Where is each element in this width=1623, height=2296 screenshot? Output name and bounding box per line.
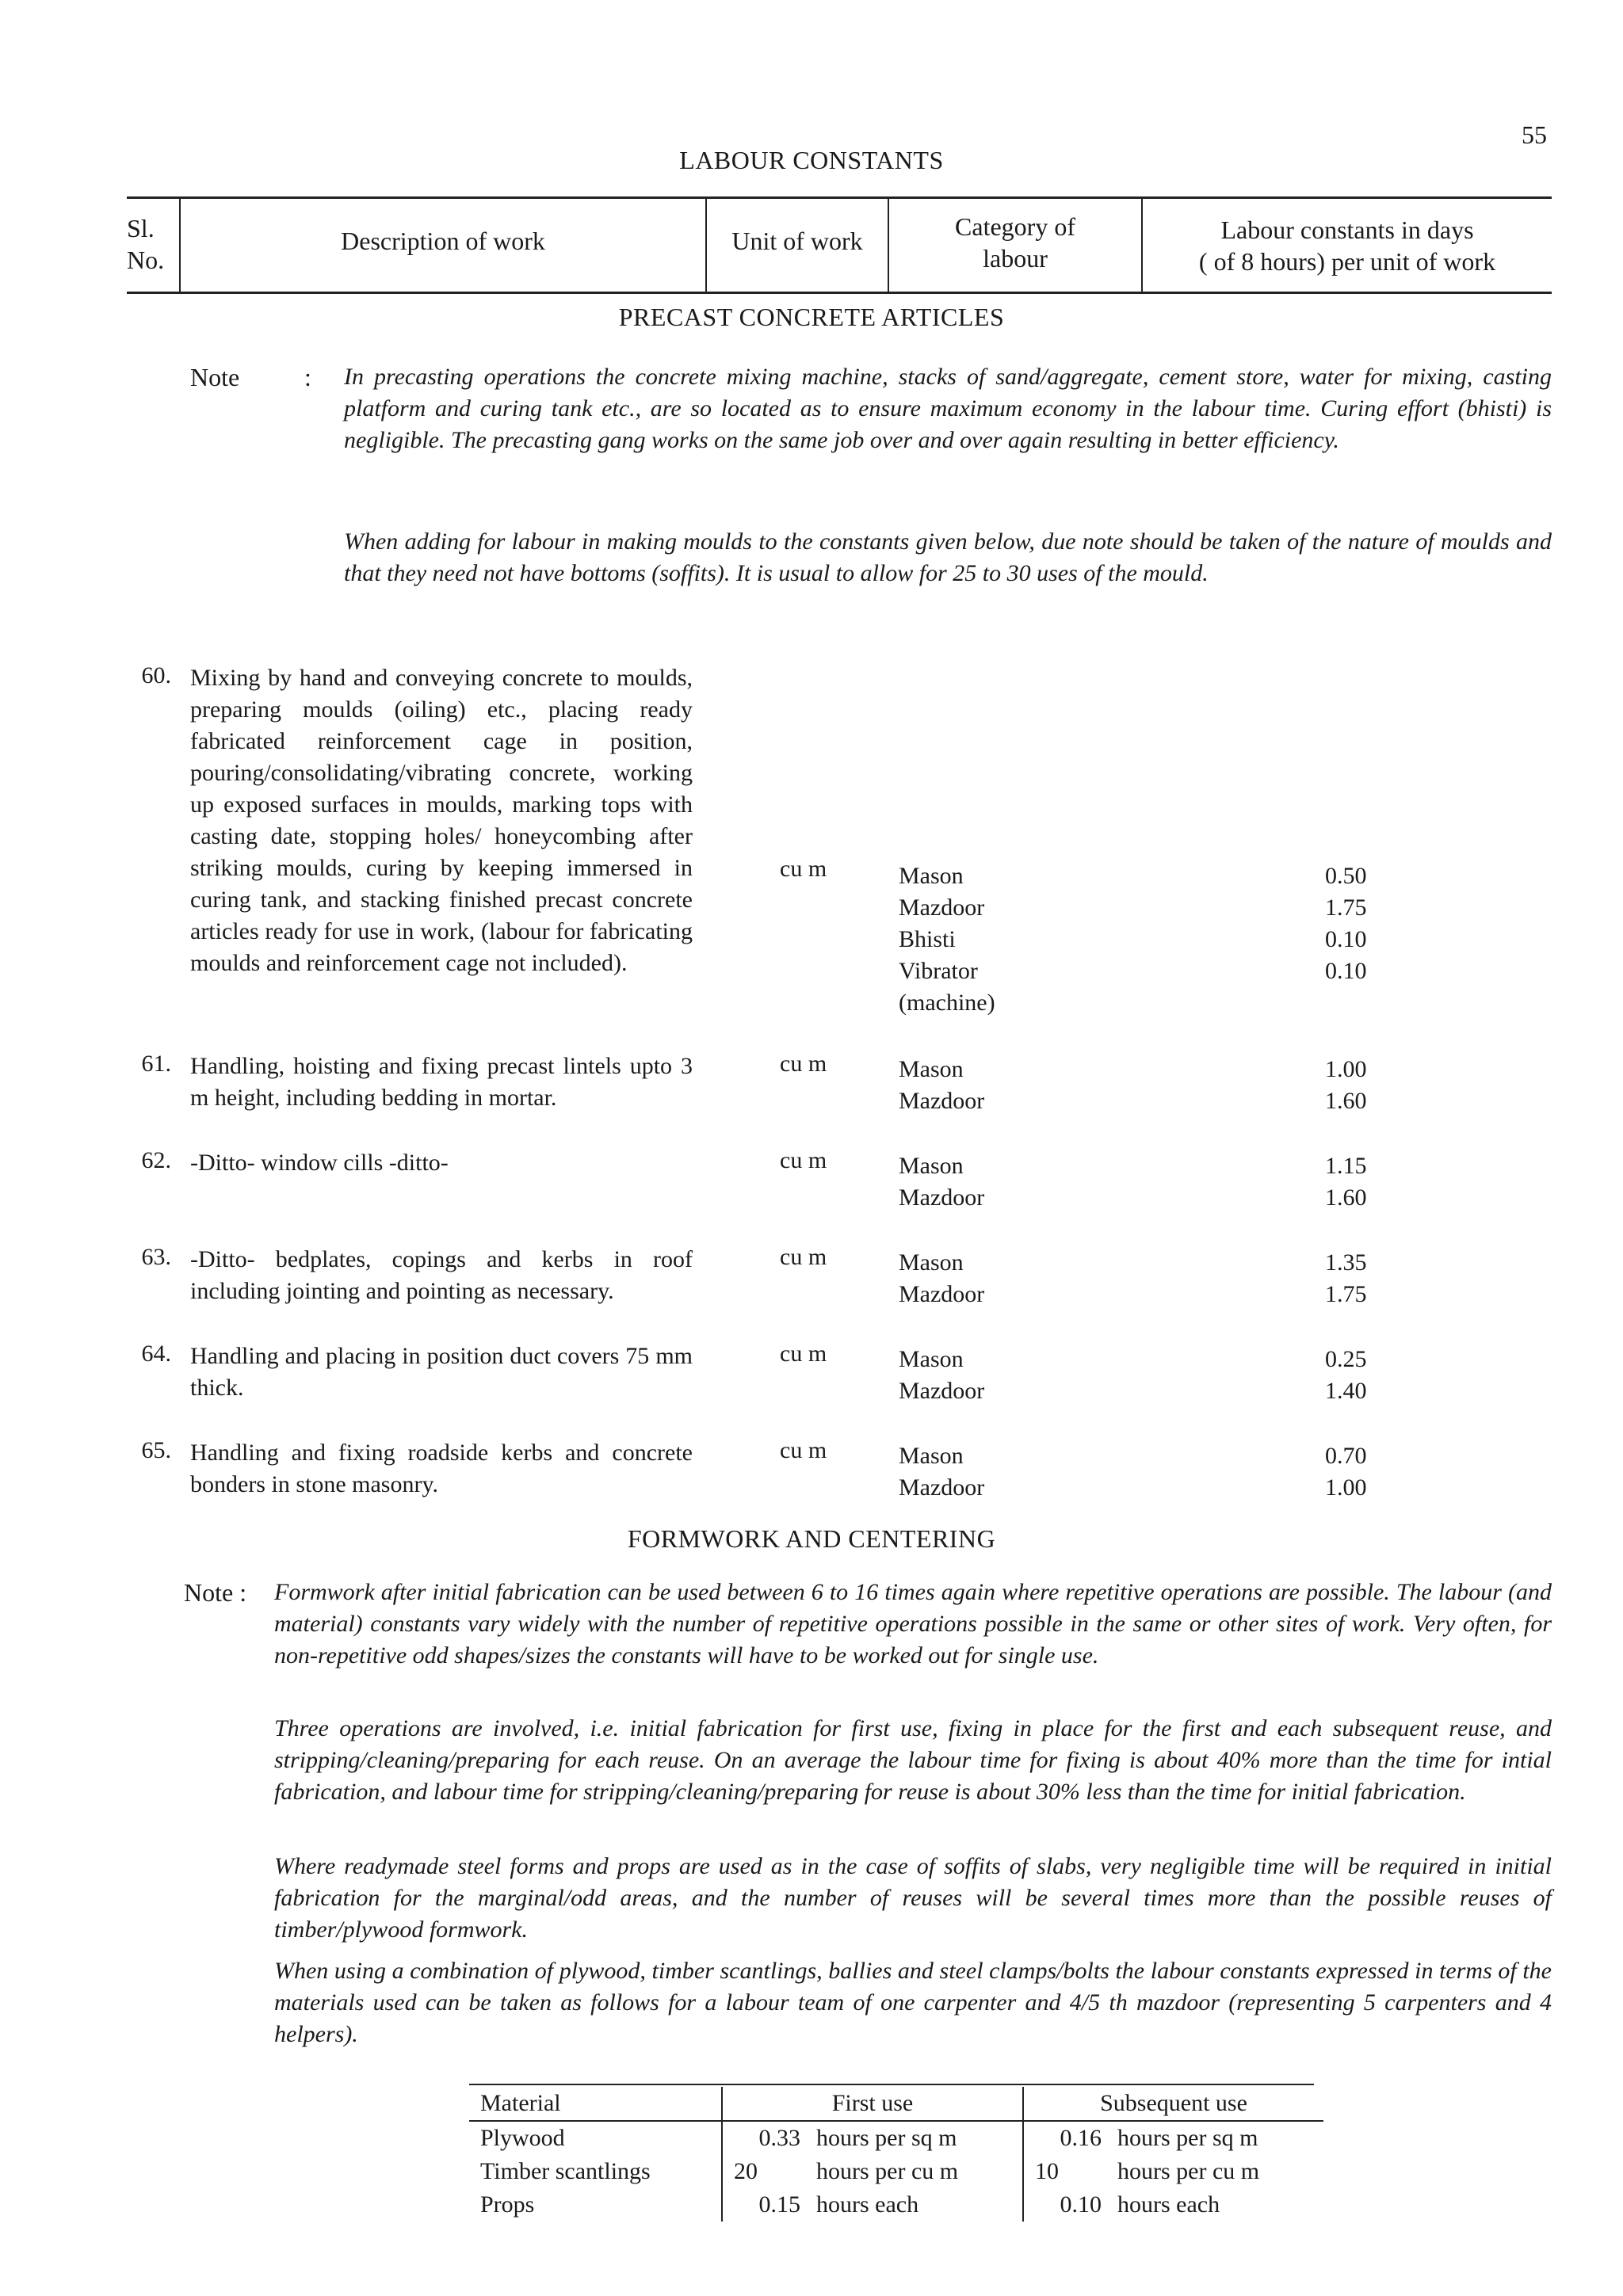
col-header-subsequent-use: Subsequent use	[1023, 2087, 1323, 2121]
material-table-wrap	[469, 2084, 1323, 2222]
labour-category: Mason	[899, 1443, 964, 1469]
subsequent-use-cell	[1023, 2188, 1323, 2222]
header-category-line2: labour	[983, 244, 1048, 273]
header-category-line1: Category of	[955, 212, 1075, 241]
note-paragraph: In precasting operations the concrete mixing machine, stacks of sand/aggregate, cement store, water for mixing, casting platform and curing tank etc., are so located as to ensure maximum economy in the labour time. Curing effort (bhisti) is negligible. The precasting gang works on the same job over and over again resulting in better efficiency.	[344, 364, 1552, 453]
labour-value: 1.00	[1325, 1056, 1367, 1082]
labour-category: Mason	[899, 1249, 964, 1276]
item-number: 62.	[141, 1147, 171, 1173]
note-paragraph: Formwork after initial fabrication can be used between 6 to 16 times again where repetitive operations are possible. The labour (and material) constants vary widely with the number of repetitive operations possible in the same or other sites of work. Very often, for non-repetitive odd shapes/sizes the constants will have to be worked out for single use.	[274, 1579, 1552, 1669]
material-name: Plywood	[480, 2125, 565, 2151]
labour-values	[1325, 1247, 1420, 1310]
labour-categories	[899, 1247, 1057, 1310]
section-title-formwork: FORMWORK AND CENTERING	[627, 1524, 996, 1553]
subsequent-use-unit: hours each	[1117, 2191, 1220, 2218]
item-number: 60.	[141, 662, 171, 688]
col-header-material: Material	[469, 2087, 722, 2121]
item-description: -Ditto- window cills -ditto-	[190, 1150, 449, 1176]
first-use-value: 0.15	[758, 2191, 800, 2218]
subsequent-use-cell	[1023, 2155, 1323, 2188]
header-bottom-rule	[127, 292, 1552, 294]
labour-value: 1.60	[1325, 1088, 1367, 1114]
note-paragraph: Three operations are involved, i.e. initial fabrication for first use, fixing in place for the first and each subsequent reuse, and stripping/cleaning/preparing for each reuse. On an average the labour time for fixing is about 40% more than the time for intial fabrication, and labour time for stripping/cleaning/preparing for reuse is about 30% less than the time for initial fabrication.	[274, 1715, 1552, 1805]
labour-categories	[899, 1344, 1057, 1407]
item-number: 61.	[141, 1051, 171, 1077]
item-number: 65.	[141, 1437, 171, 1463]
labour-category: Mason	[899, 1056, 964, 1082]
table-top-rule	[469, 2084, 1314, 2085]
labour-values	[1325, 1344, 1420, 1407]
labour-category: Mazdoor	[899, 894, 985, 921]
labour-category: Mazdoor	[899, 1184, 985, 1211]
subsequent-use-value: 10	[1035, 2158, 1059, 2184]
subsequent-use-value: 0.16	[1060, 2125, 1102, 2151]
labour-category: Bhisti	[899, 926, 956, 952]
subsequent-use-value: 0.10	[1060, 2191, 1102, 2218]
item-number: 64.	[141, 1341, 171, 1367]
labour-value: 0.10	[1325, 926, 1367, 952]
subsequent-use-unit: hours per sq m	[1117, 2125, 1258, 2151]
header-constants-line1: Labour constants in days	[1220, 215, 1474, 244]
header-sl-no-line1: Sl.	[127, 214, 155, 242]
subsequent-use-unit: hours per cu m	[1117, 2158, 1260, 2184]
header-sl-no	[127, 212, 178, 276]
material-name: Timber scantlings	[480, 2158, 651, 2184]
first-use-cell	[722, 2121, 1023, 2155]
header-constants-line2: ( of 8 hours) per unit of work	[1198, 247, 1496, 276]
header-description: Description of work	[341, 227, 545, 255]
labour-category: Mazdoor	[899, 1281, 985, 1307]
item-description: Handling and fixing roadside kerbs and concrete bonders in stone masonry.	[190, 1440, 693, 1497]
header-category	[889, 211, 1141, 274]
item-description: Handling and placing in position duct covers 75 mm thick.	[190, 1343, 693, 1401]
item-unit: cu m	[780, 1341, 827, 1367]
table-row	[469, 2121, 1323, 2155]
first-use-cell	[722, 2155, 1023, 2188]
labour-value: 0.10	[1325, 958, 1367, 984]
labour-categories	[899, 1054, 1057, 1117]
labour-category: (machine)	[899, 990, 995, 1016]
item-unit: cu m	[780, 1051, 827, 1077]
header-unit: Unit of work	[731, 227, 863, 255]
note-paragraph: Where readymade steel forms and props are used as in the case of soffits of slabs, very negligible time will be required in initial fabrication for the marginal/odd areas, and the number of reuses will be several times more than the possible reuses of timber/plywood formwork.	[274, 1853, 1552, 1943]
labour-value: 1.35	[1325, 1249, 1367, 1276]
labour-value: 1.75	[1325, 1281, 1367, 1307]
first-use-unit: hours per cu m	[816, 2158, 959, 2184]
item-description: -Ditto- bedplates, copings and kerbs in roof including jointing and pointing as necessary.	[190, 1246, 693, 1304]
labour-categories	[899, 860, 1057, 1019]
table-row	[469, 2155, 1323, 2188]
labour-category: Mazdoor	[899, 1088, 985, 1114]
labour-category: Mason	[899, 863, 964, 889]
first-use-value: 20	[734, 2158, 758, 2184]
item-number: 63.	[141, 1244, 171, 1270]
labour-value: 1.60	[1325, 1184, 1367, 1211]
subsequent-use-cell	[1023, 2121, 1323, 2155]
header-sl-no-line2: No.	[127, 246, 165, 274]
table-row	[469, 2188, 1323, 2222]
labour-categories	[899, 1150, 1057, 1214]
labour-category: Mason	[899, 1153, 964, 1179]
note-label: Note	[190, 363, 240, 391]
labour-value: 1.40	[1325, 1378, 1367, 1404]
item-unit: cu m	[780, 1437, 827, 1463]
note-paragraph: When adding for labour in making moulds to the constants given below, due note should be taken of the nature of moulds and that they need not have bottoms (soffits). It is usual to allow for 25 to 30 uses of the mould.	[344, 528, 1552, 586]
labour-values	[1325, 1440, 1420, 1504]
first-use-cell	[722, 2188, 1023, 2222]
note-label: Note :	[184, 1578, 247, 1607]
page-title: LABOUR CONSTANTS	[679, 146, 944, 174]
labour-category: Vibrator	[899, 958, 978, 984]
first-use-value: 0.33	[758, 2125, 800, 2151]
col-header-first-use: First use	[722, 2087, 1023, 2121]
labour-category: Mason	[899, 1346, 964, 1372]
labour-category: Mazdoor	[899, 1474, 985, 1501]
material-table	[469, 2087, 1323, 2222]
labour-value: 1.00	[1325, 1474, 1367, 1501]
page-number: 55	[1522, 120, 1547, 149]
labour-values	[1325, 1150, 1420, 1214]
labour-value: 0.70	[1325, 1443, 1367, 1469]
labour-values	[1325, 860, 1420, 987]
labour-value: 0.50	[1325, 863, 1367, 889]
labour-values	[1325, 1054, 1420, 1117]
note-paragraph: When using a combination of plywood, timber scantlings, ballies and steel clamps/bolts the labour constants expressed in terms of the materials used can be taken as follows for a labour team of one carpenter and 4/5 th mazdoor (representing 5 carpenters and 4 helpers).	[274, 1958, 1552, 2047]
labour-value: 0.25	[1325, 1346, 1367, 1372]
first-use-unit: hours per sq m	[816, 2125, 957, 2151]
labour-value: 1.75	[1325, 894, 1367, 921]
item-description: Mixing by hand and conveying concrete to moulds, preparing moulds (oiling) etc., placing ready fabricated reinforcement cage in position, pouring/consolidating/vibrating concrete, working up exposed surfaces in moulds, marking tops with casting date, stopping holes/ honeycombing after striking moulds, curing by keeping immersed in curing tank, and stacking finished precast concrete articles ready for use in work, (labour for fabricating moulds and reinforcement cage not included).	[190, 665, 693, 976]
item-description: Handling, hoisting and fixing precast lintels upto 3 m height, including bedding in mortar.	[190, 1053, 693, 1111]
header-constants	[1143, 214, 1552, 277]
labour-value: 1.15	[1325, 1153, 1367, 1179]
labour-categories	[899, 1440, 1057, 1504]
item-unit: cu m	[780, 1147, 827, 1173]
note-colon: :	[304, 363, 311, 391]
first-use-unit: hours each	[816, 2191, 919, 2218]
item-unit: cu m	[780, 856, 827, 882]
material-name: Props	[480, 2191, 535, 2218]
section-title-precast: PRECAST CONCRETE ARTICLES	[618, 303, 1005, 331]
item-unit: cu m	[780, 1244, 827, 1270]
header-top-rule	[127, 196, 1552, 199]
labour-category: Mazdoor	[899, 1378, 985, 1404]
